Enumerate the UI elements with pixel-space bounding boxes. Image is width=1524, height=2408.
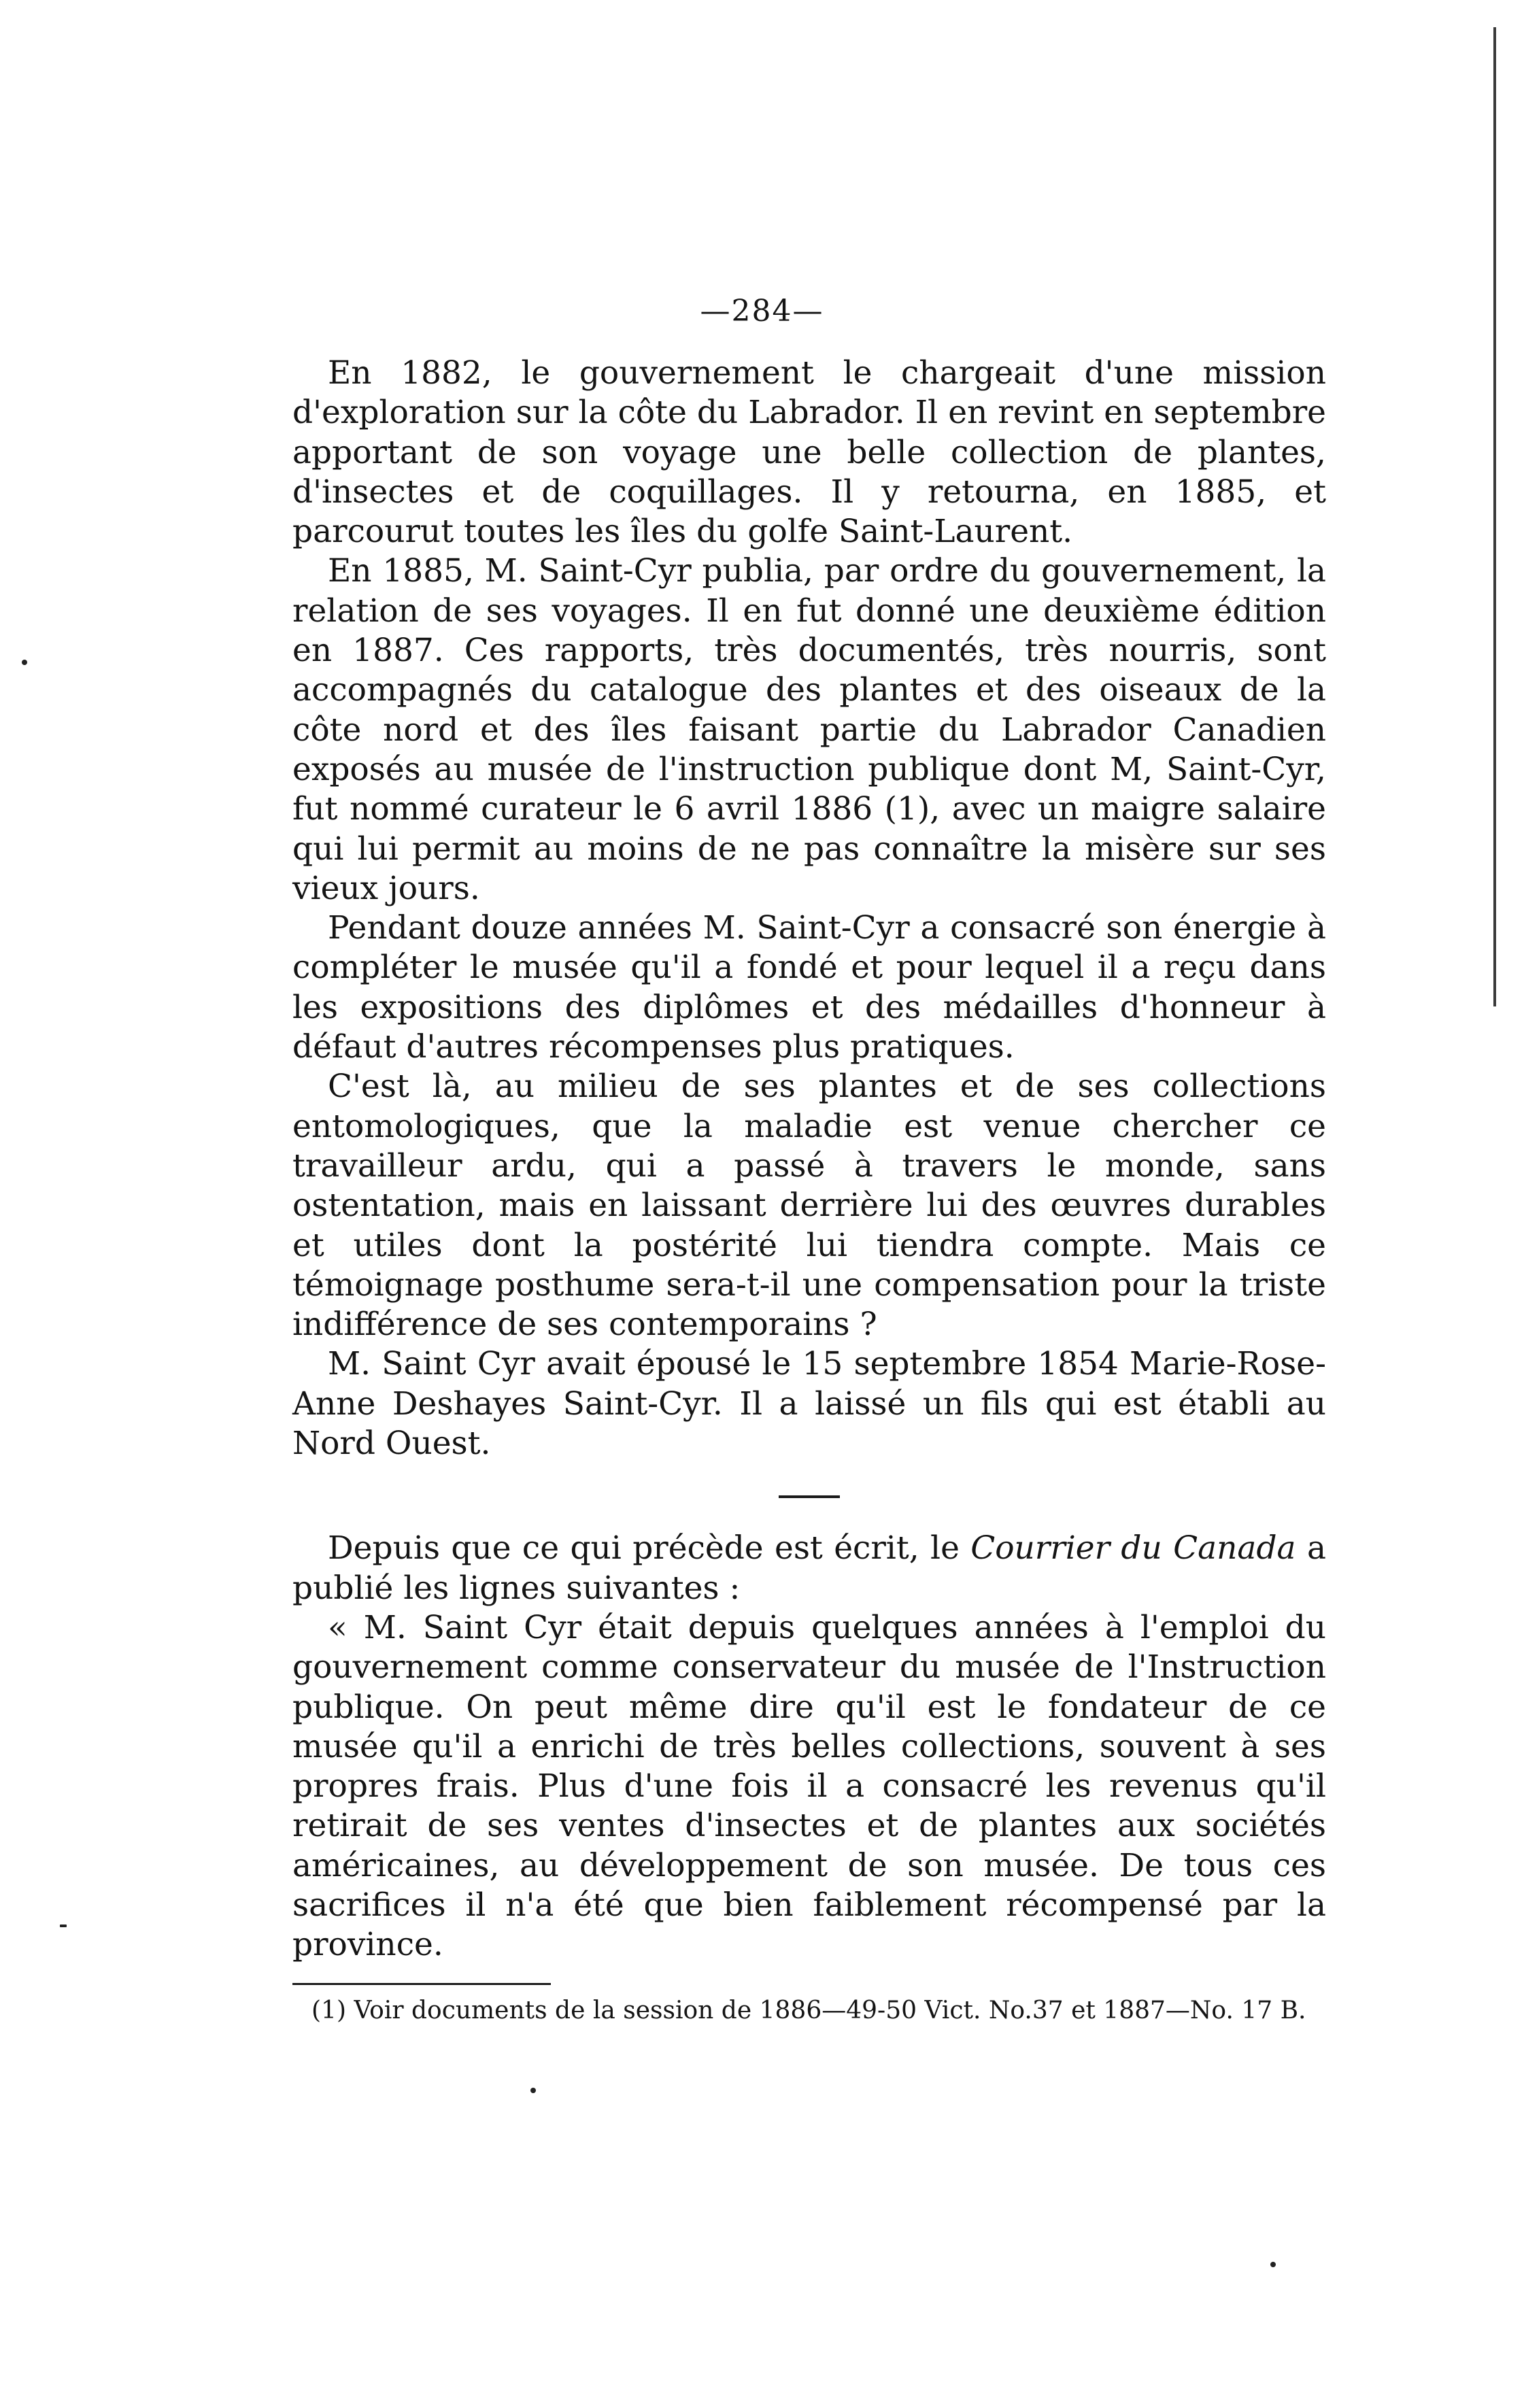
section-separator <box>779 1495 840 1498</box>
paragraph-5: M. Saint Cyr avait épousé le 15 septembre 1854 Marie-Rose-Anne Deshayes Saint-Cyr. Il a laissé un fils qui est établi au Nord Ouest. <box>292 1345 1326 1463</box>
paragraph-3: Pendant douze années M. Saint-Cyr a consacré son énergie à compléter le musée qu'il a fondé et pour lequel il a reçu dans les expositions des diplômes et des médailles d'honneur à défaut d'autres récompenses plus pratiques. <box>292 909 1326 1066</box>
page-number: —284— <box>700 294 824 328</box>
quote-intro-after: a publié les lignes suivantes : <box>292 1529 1326 1607</box>
scan-speck <box>530 2088 536 2093</box>
paragraph-4: C'est là, au milieu de ses plantes et de ses collections entomologiques, que la maladie est venue chercher ce travailleur ardu, qui a passé à travers le monde, sans ostentation, mais en laissant derrière lui des œuvres durables et utiles dont la postérité lui tiendra compte. Mais ce témoignage posthume sera-t-il une compensation pour la triste indifférence de ses contemporains ? <box>292 1068 1326 1344</box>
paragraph-1: En 1882, le gouvernement le chargeait d'une mission d'exploration sur la côte du Labrador. Il en revint en septembre apportant de son voyage une belle collection de plantes, d'insectes et de coquillages. Il y retourna, en 1885, et parcourut toutes les îles du golfe Saint-Laurent. <box>292 354 1326 551</box>
scan-speck <box>1270 2262 1276 2267</box>
newspaper-title: Courrier du Canada <box>970 1529 1296 1567</box>
quote-intro-before: Depuis que ce qui précède est écrit, le <box>328 1529 960 1567</box>
binding-edge-line <box>1493 27 1496 1006</box>
scan-speck <box>60 1924 67 1927</box>
body-text <box>292 354 1326 2027</box>
quoted-paragraph: « M. Saint Cyr était depuis quelques années à l'emploi du gouvernement comme conservateur du musée de l'Instruction publique. On peut même dire qu'il est le fondateur de ce musée qu'il a enrichi de très belles collections, souvent à ses propres frais. Plus d'une fois il a consacré les revenus qu'il retirait de ses ventes d'insectes et de plantes aux sociétés américaines, au développement de son musée. De tous ces sacrifices il n'a été que bien faiblement récompensé par la province. <box>292 1608 1326 1964</box>
scan-speck <box>22 660 27 665</box>
footnote-rule <box>292 1983 551 1985</box>
paragraph-2: En 1885, M. Saint-Cyr publia, par ordre du gouvernement, la relation de ses voyages. Il en fut donné une deuxième édition en 1887. Ces rapports, très documentés, très nourris, sont accompagnés du catalogue des plantes et des oiseaux de la côte nord et des îles faisant partie du Labrador Canadien exposés au musée de l'instruction publique dont M, Saint-Cyr, fut nommé curateur le 6 avril 1886 (1), avec un maigre salaire qui lui permit au moins de ne pas connaître la misère sur ses vieux jours. <box>292 552 1326 907</box>
quote-intro-paragraph <box>292 1529 1326 1608</box>
footnote: (1) Voir documents de la session de 1886—49-50 Vict. No.37 et 1887—No. 17 B. <box>311 1996 1306 2024</box>
